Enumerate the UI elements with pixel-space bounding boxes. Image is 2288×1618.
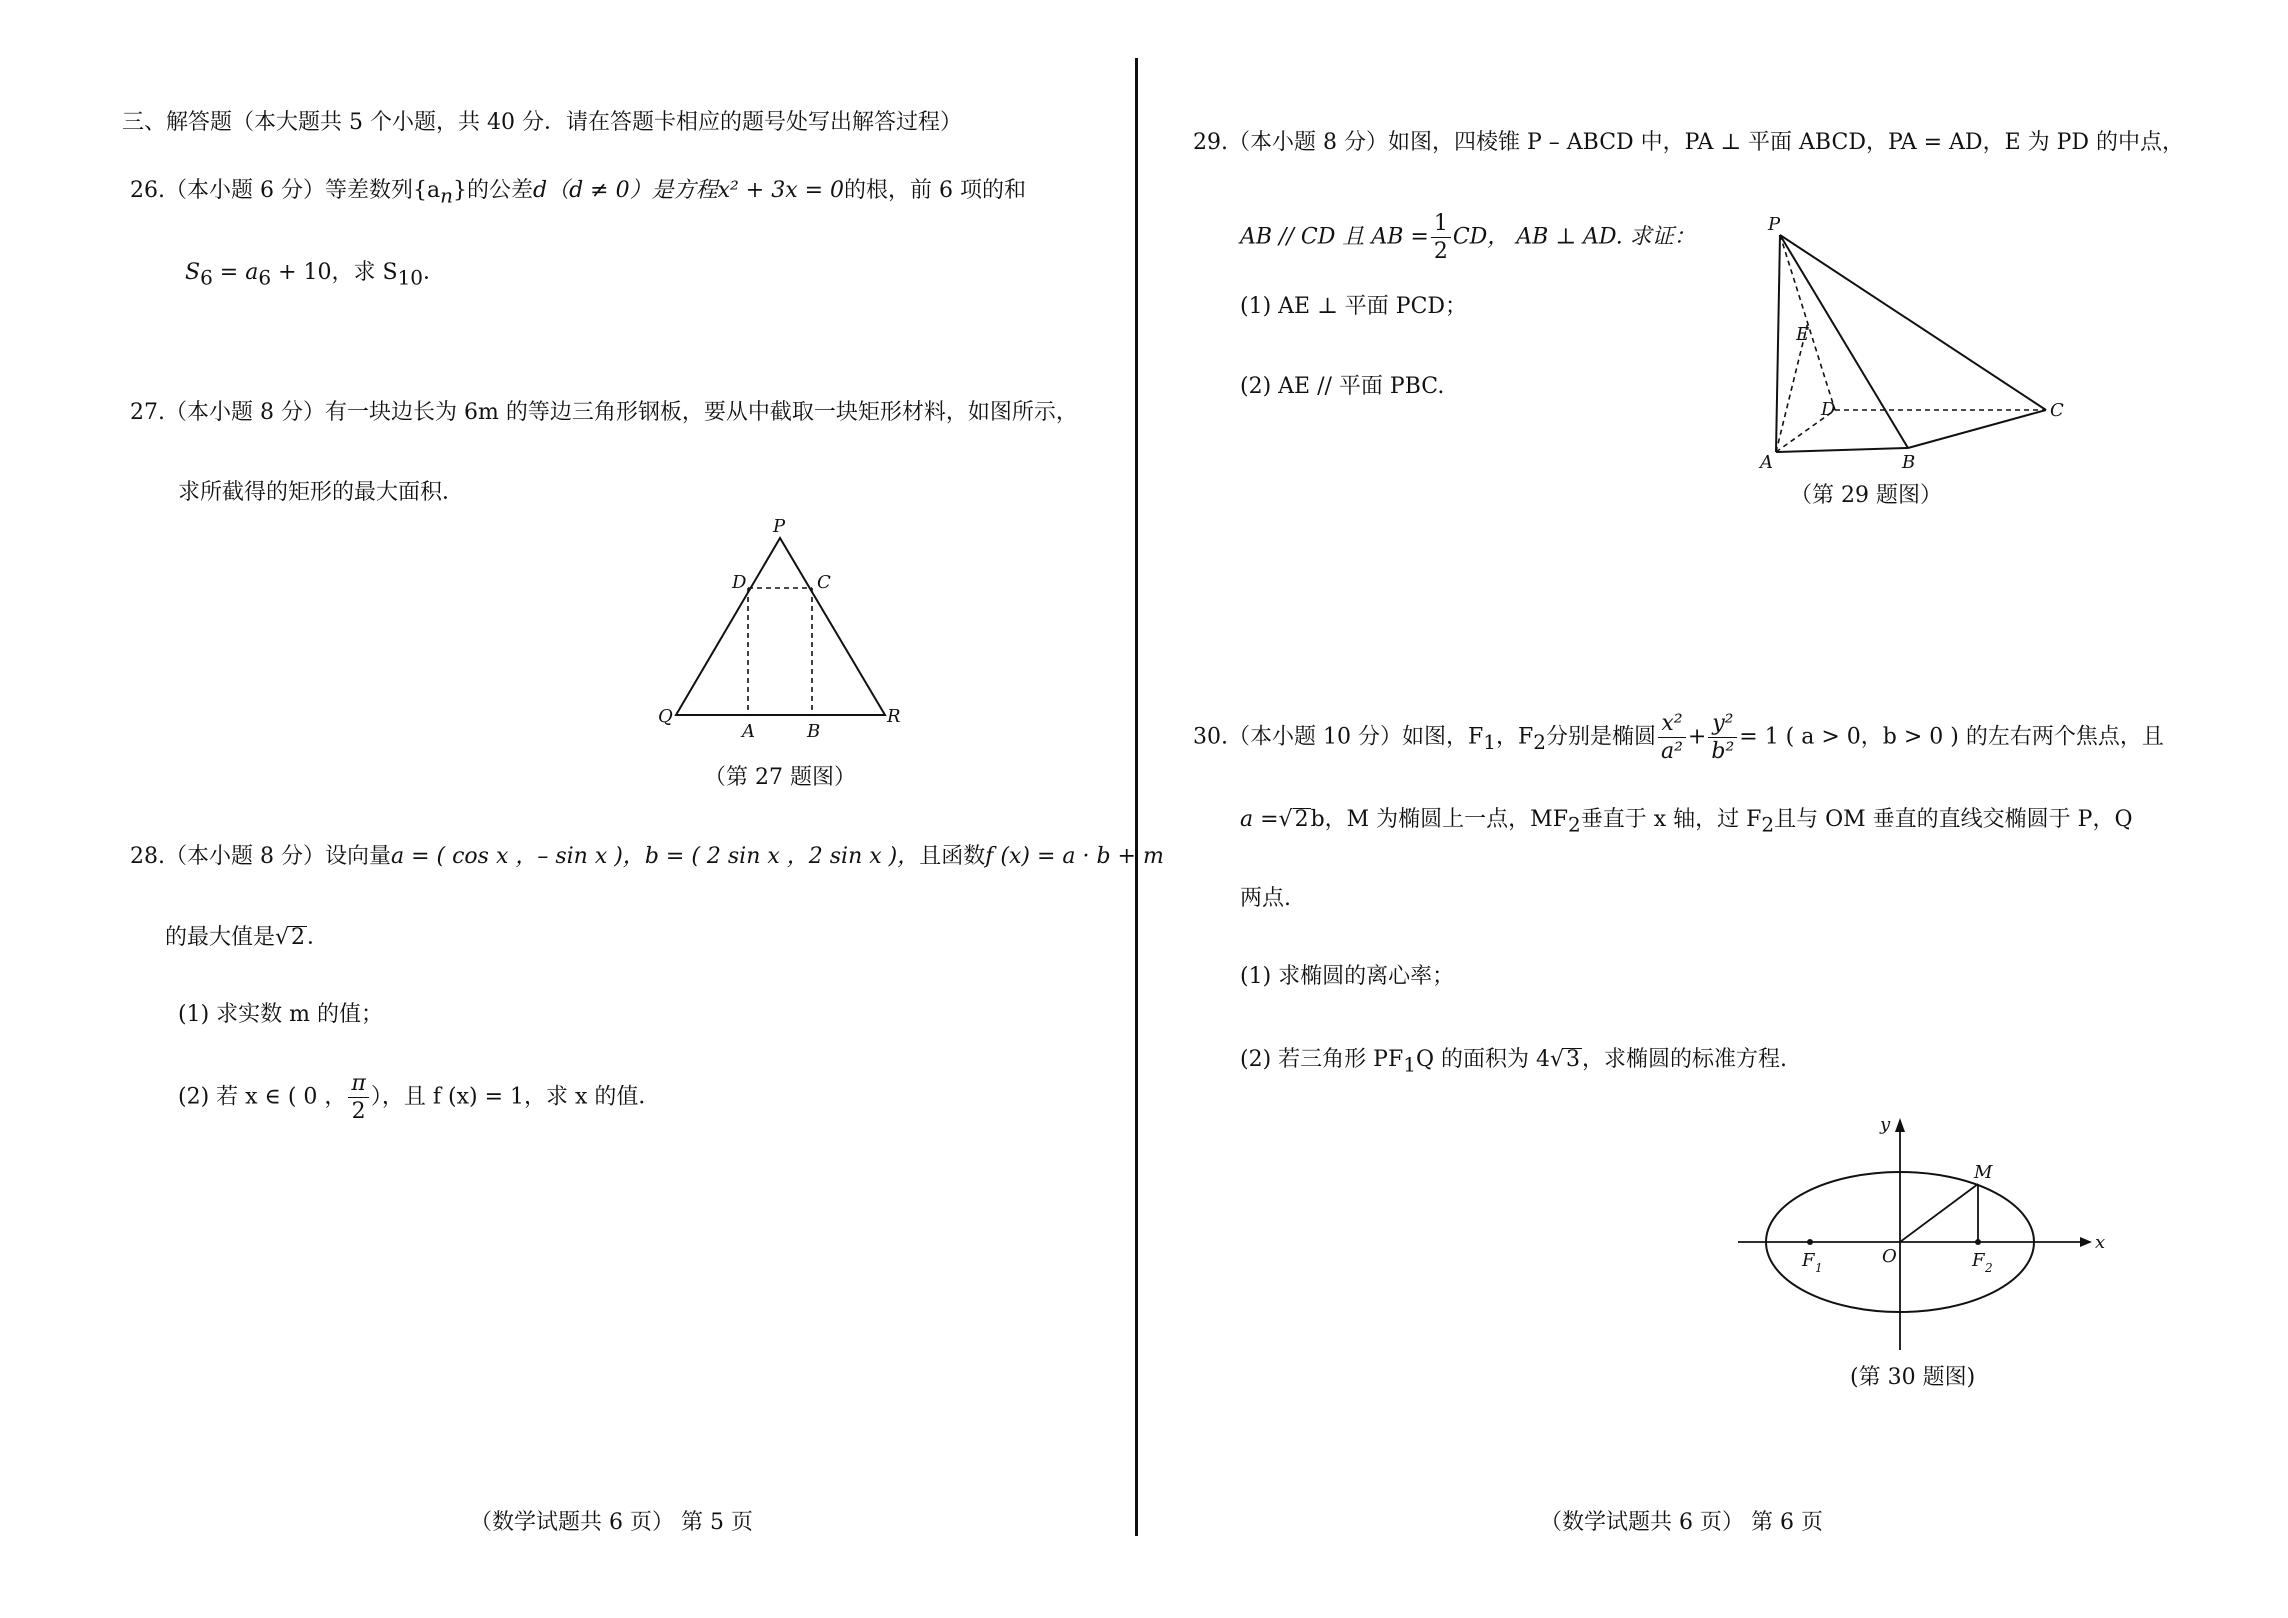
footer-left: （数学试题共 6 页） 第 5 页: [470, 1510, 753, 1535]
q28-line2: 的最大值是√2．: [165, 925, 330, 950]
footer-right: （数学试题共 6 页） 第 6 页: [1540, 1510, 1823, 1535]
label-f2: F: [1972, 1250, 1985, 1271]
label-e: E: [1796, 324, 1810, 345]
q30-caption: (第 30 题图): [1850, 1365, 1976, 1390]
label-a: A: [1760, 452, 1773, 473]
label-c: C: [817, 572, 831, 593]
label-x: x: [2095, 1232, 2106, 1253]
label-y: y: [1880, 1114, 1891, 1135]
q28-line1: 28.（本小题 8 分）设向量a = ( cos x ，– sin x )，b = ( 2 sin x ，2 sin x )，且函数f (x) = a · b + m: [130, 844, 1164, 869]
q28-part1: (1) 求实数 m 的值；: [178, 1002, 384, 1027]
label-b: B: [1902, 452, 1916, 473]
q30-line1: 30.（本小题 10 分）如图，$F_1$，$F_2$分别是椭圆 $\frac{\text{x²}}{\text{a²}}$ + $\frac{\text{y²}}{\text{b²}}$ = 1 ( a > 0，b > 0 ) 的左右两个焦点，且: [1193, 711, 2164, 765]
q29-line2: AB // CD 且 AB = $\frac{1}{2}$ CD， AB ⊥ AD. 求证：: [1240, 211, 1696, 265]
label-f1-sub: 1: [1815, 1261, 1823, 1275]
q30-figure: [1730, 1110, 2110, 1360]
q26-line1: 26.（本小题 6 分）等差数列$\{a_n\}$的公差d（d ≠ 0）是方程x² + 3x = 0的根，前 6 项的和: [130, 178, 1027, 208]
label-d: D: [732, 572, 747, 593]
q29-part2: (2) AE // 平面 PBC.: [1240, 374, 1445, 399]
q27-caption: （第 27 题图）: [704, 765, 856, 790]
label-b: B: [807, 721, 821, 742]
label-c: C: [2050, 400, 2064, 421]
q30-part2: (2) 若三角形 $PF_1Q$ 的面积为 4√3，求椭圆的标准方程.: [1240, 1047, 1788, 1077]
q26-line2: $S_6 = a_6 + 10$，求 $S_{10}$．: [185, 260, 446, 290]
label-p: P: [773, 516, 786, 537]
q29-figure: [1750, 210, 2070, 473]
label-m: M: [1974, 1162, 1993, 1183]
page-divider: [1135, 58, 1138, 1536]
q29-part1: (1) AE ⊥ 平面 PCD；: [1240, 294, 1468, 319]
q29-caption: （第 29 题图）: [1790, 483, 1942, 508]
section-title: 三、解答题（本大题共 5 个小题，共 40 分．请在答题卡相应的题号处写出解答过程）: [122, 110, 962, 135]
label-a: A: [742, 721, 755, 742]
label-d: D: [1821, 399, 1836, 420]
triangle-pqr: [676, 538, 885, 715]
q27-line1: 27.（本小题 8 分）有一块边长为 6m 的等边三角形钢板，要从中截取一块矩形材料，如图所示，: [130, 400, 1078, 425]
label-q: Q: [658, 706, 673, 727]
q27-line2: 求所截得的矩形的最大面积．: [178, 480, 465, 505]
q30-line2: a =√2b，M 为椭圆上一点，$MF_2$垂直于 x 轴，过 $F_2$且与 OM 垂直的直线交椭圆于 P，Q: [1240, 807, 2133, 837]
q30-line3: 两点.: [1240, 886, 1291, 911]
q30-part1: (1) 求椭圆的离心率；: [1240, 964, 1455, 989]
label-p: P: [1768, 214, 1781, 235]
q28-part2: (2) 若 x ∈ ( 0 ， $\frac{\pi}{2}$ ），且 f (x) = 1，求 x 的值．: [178, 1071, 661, 1125]
q29-line1: 29.（本小题 8 分）如图，四棱锥 P – ABCD 中，PA ⊥ 平面 ABCD，PA = AD，E 为 PD 的中点，: [1193, 130, 2185, 155]
label-f2-sub: 2: [1985, 1261, 1993, 1275]
label-o: O: [1882, 1246, 1897, 1267]
q27-figure: [650, 516, 910, 742]
segment-om: [1900, 1184, 1978, 1242]
label-f1: F: [1802, 1250, 1815, 1271]
label-r: R: [887, 706, 901, 727]
